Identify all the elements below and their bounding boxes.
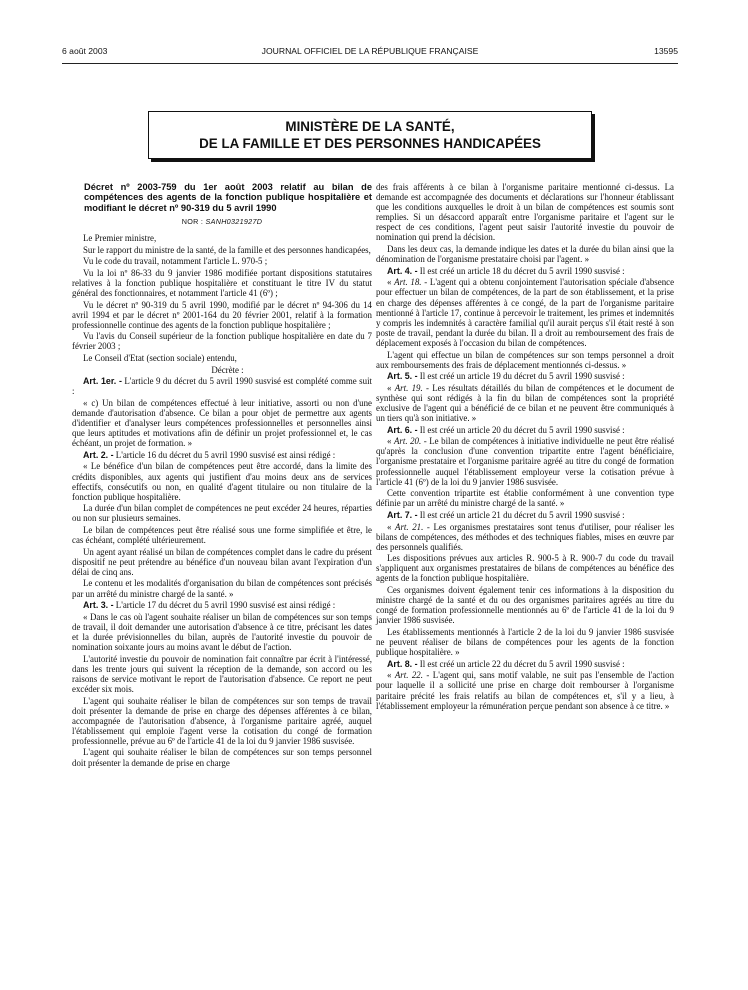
article-2-para: Le contenu et les modalités d'organisation du bilan de compétences sont précisés par un arrêté du ministre chargé de la santé. » bbox=[72, 578, 372, 599]
article-5 bbox=[376, 371, 674, 381]
quoted-article-label: Art. 19. bbox=[394, 382, 423, 393]
quote-text: - L'agent qui, sans motif valable, ne suit pas l'ensemble de l'action pour laquelle il a sollicité une prise en charge doit rembourser à l'organisme paritaire précité les frais relatifs au bilan de compétences et, s'il y a lieu, à l'établissement employeur la rémunération perçue pendant son absence à ce titre. » bbox=[376, 670, 675, 711]
article-text: L'article 16 du décret du 5 avril 1990 susvisé est ainsi rédigé : bbox=[115, 449, 336, 460]
article-2 bbox=[72, 450, 372, 460]
article-text: L'article 17 du décret du 5 avril 1990 susvisé est ainsi rédigé : bbox=[115, 600, 336, 611]
issue-date: 6 août 2003 bbox=[62, 46, 108, 56]
article-3-para: « Dans le cas où l'agent souhaite réaliser un bilan de compétences sur son temps de travail, il doit demander une autorisation d'absence à ce titre, précisant les dates et la durée prévisionnelles du bilan, auprès de l'autorité investie du pouvoir de nomination soixante jours au moins avant le début de l'action. bbox=[72, 611, 372, 653]
article-3-para: L'agent qui souhaite réaliser le bilan de compétences sur son temps de travail doit présenter la demande de prise en charge des dépenses afférentes à ce bilan, accompagnée de l'autorisation d'absence, à l'organisme paritaire agréé, auquel l'établissement qui emploie l'agent verse la cotisation du congé de formation professionnelle, prévue au 6º de l'article 41 de la loi du 9 janvier 1986 susvisée. bbox=[72, 695, 372, 746]
nor-reference bbox=[72, 217, 372, 227]
quoted-article-label: Art. 21. bbox=[395, 521, 424, 532]
article-2-para: La durée d'un bilan complet de compétences ne peut excéder 24 heures, réparties ou non sur plusieurs semaines. bbox=[72, 503, 372, 524]
quoted-article-label: Art. 20. bbox=[393, 436, 422, 447]
article-label: Art. 4. - bbox=[387, 265, 418, 276]
article-text: Il est créé un article 22 du décret du 5 avril 1990 susvisé : bbox=[419, 658, 625, 669]
article-4-para: L'agent qui effectue un bilan de compétences sur son temps personnel a droit aux remboursements des frais de déplacement mentionnés ci-dessus. » bbox=[376, 349, 674, 370]
article-8 bbox=[376, 659, 674, 669]
article-text: Il est créé un article 19 du décret du 5 avril 1990 susvisé : bbox=[419, 371, 625, 382]
article-7-quote: « Art. 21. - Les organismes prestataires sont tenus d'utiliser, pour réaliser les bilans de compétences, des méthodes et des techniques fiables, mises en œuvre par des personnels qualifiés. bbox=[376, 521, 675, 552]
article-label: Art. 2. - bbox=[83, 449, 114, 460]
left-column bbox=[72, 182, 372, 769]
header-rule bbox=[62, 63, 678, 64]
article-7 bbox=[376, 510, 674, 520]
ministry-line-1: MINISTÈRE DE LA SANTÉ, bbox=[285, 119, 455, 134]
article-2-para: Le bilan de compétences peut être réalisé sous une forme simplifiée et être, le cas échéant, complété ultérieurement. bbox=[72, 525, 372, 546]
page-number: 13595 bbox=[654, 46, 678, 56]
quote-text: - Les résultats détaillés du bilan de compétences et le document de synthèse qui sont rédigés à la fin du bilan de compétences sont la propriété exclusive de l'agent qui a bénéficié de ce bilan et ne peuvent être communiqués à un tiers qu'à son initiative. » bbox=[376, 382, 675, 424]
preamble-line: Vu le code du travail, notamment l'article L. 970-5 ; bbox=[83, 256, 268, 267]
article-3-continued: des frais afférents à ce bilan à l'organisme paritaire mentionné ci-dessus. La demande est accompagnée des documents et déclarations sur l'honneur établissant que les conditions auxquelles le droit à un bilan de compétences est soumis sont remplies. Si un désaccord apparaît entre l'organisme paritaire et l'agent sur le respect de ces conditions, l'agent peut saisir l'autorité investie du pouvoir de nomination qui prend la décision. bbox=[376, 182, 674, 243]
article-7-para: Les établissements mentionnés à l'article 2 de la loi du 9 janvier 1986 susvisée ne peuvent réaliser de bilans de compétences pour les agents de la fonction publique hospitalière. » bbox=[376, 626, 674, 658]
article-6-para: Cette convention tripartite est établie conformément à une convention type définie par un arrêté du ministre chargé de la santé. » bbox=[376, 488, 674, 509]
article-2-para: Un agent ayant réalisé un bilan de compétences complet dans le cadre du présent dispositif ne peut prétendre au bénéfice d'un nouveau bilan avant l'expiration d'un délai de cinq ans. bbox=[72, 546, 372, 577]
nor-label: NOR : bbox=[181, 216, 204, 226]
article-7-para: Ces organismes doivent également tenir ces informations à la disposition du ministre chargé de la santé et du ou des organismes paritaires agréés au titre du congé de formation professionnelle mentionnés au 6º de l'article 41 de la loi du 9 janvier 1986 susvisée. bbox=[376, 585, 674, 626]
preamble-line: Le Premier ministre, bbox=[83, 232, 157, 243]
article-label: Art. 7. - bbox=[387, 509, 418, 520]
article-5-quote: « Art. 19. - Les résultats détaillés du bilan de compétences et le document de synthèse qui sont rédigés à la fin du bilan de compétences sont la propriété exclusive de l'agent qui a bénéficié de ce bilan et ne peuvent être communiqués à un tiers qu'à son initiative. » bbox=[376, 382, 675, 424]
decree-title: Décret nº 2003-759 du 1er août 2003 relatif au bilan de compétences des agents de la fonction publique hospitalière et modifiant le décret nº 90-319 du 5 avril 1990 bbox=[84, 182, 372, 213]
quoted-article-label: Art. 22. bbox=[394, 670, 423, 681]
article-6 bbox=[376, 425, 674, 435]
quote-text: - Le bilan de compétences à initiative individuelle ne peut être réalisé qu'après la conclusion d'une convention tripartite entre l'agent bénéficiaire, l'organisme prestataire et l'organisme paritaire agréé au titre du congé de formation professionnelle auquel l'établissement employeur verse la cotisation prévue à l'article 41 (6º) de la loi du 9 janvier 1986 susvisée. bbox=[376, 436, 675, 487]
article-label: Art. 3. - bbox=[83, 600, 114, 611]
article-4-quote: « Art. 18. - L'agent qui a obtenu conjointement l'autorisation spéciale d'absence pour effectuer un bilan de compétences, de la part de son établissement, et la prise en charge des dépenses afférentes à ce congé, de la part de l'organisme paritaire mentionné à l'article 17, continue à percevoir le traitement, les primes et indemnités y compris les indemnités à caractère familial qu'il aurait perçus s'il était resté à son poste de travail, pendant la durée du bilan. Il a droit au remboursement des frais de déplacement exposés à l'occasion du bilan de compétences. bbox=[376, 277, 675, 348]
preamble-line: Le Conseil d'Etat (section sociale) entendu, bbox=[83, 353, 237, 364]
preamble-line: Vu le décret nº 90-319 du 5 avril 1990, modifié par le décret nº 94-306 du 14 avril 1994 et par le décret nº 2001-164 du 20 février 2001, relatif à la formation professionnelle continue des agents de la fonction publique hospitalière ; bbox=[72, 299, 372, 330]
article-text: Il est créé un article 21 du décret du 5 avril 1990 susvisé : bbox=[419, 509, 625, 520]
article-label: Art. 8. - bbox=[387, 658, 418, 669]
article-label: Art. 6. - bbox=[387, 424, 418, 435]
article-8-quote: « Art. 22. - L'agent qui, sans motif valable, ne suit pas l'ensemble de l'action pour laquelle il a sollicité une prise en charge doit rembourser à l'organisme paritaire précité les frais relatifs au bilan de compétences et, s'il y a lieu, à l'établissement employeur la rémunération perçue pendant son absence à ce titre. » bbox=[376, 670, 675, 711]
article-1 bbox=[72, 376, 372, 396]
page-header bbox=[62, 46, 678, 58]
ministry-line-2: DE LA FAMILLE ET DES PERSONNES HANDICAPÉES bbox=[199, 136, 541, 151]
right-column bbox=[376, 182, 674, 712]
preamble-line: Sur le rapport du ministre de la santé, de la famille et des personnes handicapées, bbox=[83, 244, 371, 255]
article-7-para: Les dispositions prévues aux articles R. 900-5 à R. 900-7 du code du travail s'appliquent aux organismes prestataires de bilans de compétences au bénéfice des agents de la fonction publique hospitalière. bbox=[376, 553, 674, 584]
quote-text: - Les organismes prestataires sont tenus d'utiliser, pour réaliser les bilans de compétences, des méthodes et des techniques fiables, mises en œuvre par des personnels qualifiés. bbox=[376, 521, 675, 552]
article-3-continued: Dans les deux cas, la demande indique les dates et la durée du bilan ainsi que la dénomination de l'organisme prestataire choisi par l'agent. » bbox=[376, 244, 674, 265]
preamble-line: Vu l'avis du Conseil supérieur de la fonction publique hospitalière en date du 7 février 2003 ; bbox=[72, 331, 372, 352]
journal-title: JOURNAL OFFICIEL DE LA RÉPUBLIQUE FRANÇAISE bbox=[261, 46, 479, 56]
article-6-quote: « Art. 20. - Le bilan de compétences à initiative individuelle ne peut être réalisé qu'après la conclusion d'une convention tripartite entre l'agent bénéficiaire, l'organisme prestataire et l'organisme paritaire agréé au titre du congé de formation professionnelle auquel l'établissement employeur verse la cotisation prévue à l'article 41 (6º) de la loi du 9 janvier 1986 susvisée. bbox=[376, 436, 675, 487]
article-text: Il est créé un article 18 du décret du 5 avril 1990 susvisé : bbox=[419, 265, 625, 276]
ministry-box bbox=[148, 111, 592, 159]
article-label: Art. 5. - bbox=[387, 371, 418, 382]
article-1-quote: « c) Un bilan de compétences effectué à leur initiative, assorti ou non d'une demande d'autorisation d'absence. Ce bilan a pour objet de permettre aux agents d'identifier et d'analyser leurs compétences professionnelles et personnelles ainsi que leurs aptitudes et motivations afin de définir un projet professionnel et, le cas échéant, un projet de formation. » bbox=[72, 397, 372, 449]
preamble-line: Vu la loi nº 86-33 du 9 janvier 1986 modifiée portant dispositions statutaires relatives à la fonction publique hospitalière et constituant le titre IV du statut général des fonctionnaires, et notamment l'article 41 (6º) ; bbox=[72, 267, 372, 298]
quote-text: - L'agent qui a obtenu conjointement l'autorisation spéciale d'absence pour effectuer un bilan de compétences, de la part de son établissement, et la prise en charge des dépenses afférentes à ce congé, de la part de l'organisme paritaire mentionné à l'article 17, continue à percevoir le traitement, les primes et indemnités y compris les indemnités à caractère familial qu'il aurait perçus s'il était resté à son poste de travail, pendant la durée du bilan. Il a droit au remboursement des frais de déplacement exposés à l'occasion du bilan de compétences. bbox=[376, 277, 675, 348]
article-text: Il est créé un article 20 du décret du 5 avril 1990 susvisé : bbox=[419, 424, 625, 435]
article-3-para: L'autorité investie du pouvoir de nomination fait connaître par écrit à l'intéressé, dans les trente jours qui suivent la réception de la demande, son accord ou les raisons de service motivant le report de l'autorisation d'absence. Ce report ne peut excéder six mois. bbox=[72, 653, 372, 694]
article-4 bbox=[376, 266, 674, 276]
article-label: Art. 1er. - bbox=[83, 376, 122, 387]
quoted-article-label: Art. 18. bbox=[394, 277, 422, 288]
article-text: L'article 9 du décret du 5 avril 1990 susvisé est complété comme suit : bbox=[72, 376, 372, 397]
article-3 bbox=[72, 600, 372, 610]
decrete-heading: Décrète : bbox=[211, 364, 244, 375]
article-2-para: « Le bénéfice d'un bilan de compétences peut être accordé, dans la limite des crédits disponibles, aux agents qui justifient d'au moins deux ans de services effectifs, consécutifs ou non, en qualité d'agent titulaire ou non titulaire de la fonction publique hospitalière. bbox=[72, 461, 372, 502]
nor-code: SANH0321927D bbox=[205, 216, 263, 226]
article-3-para: L'agent qui souhaite réaliser le bilan de compétences sur son temps personnel doit présenter la demande de prise en charge bbox=[72, 747, 372, 768]
